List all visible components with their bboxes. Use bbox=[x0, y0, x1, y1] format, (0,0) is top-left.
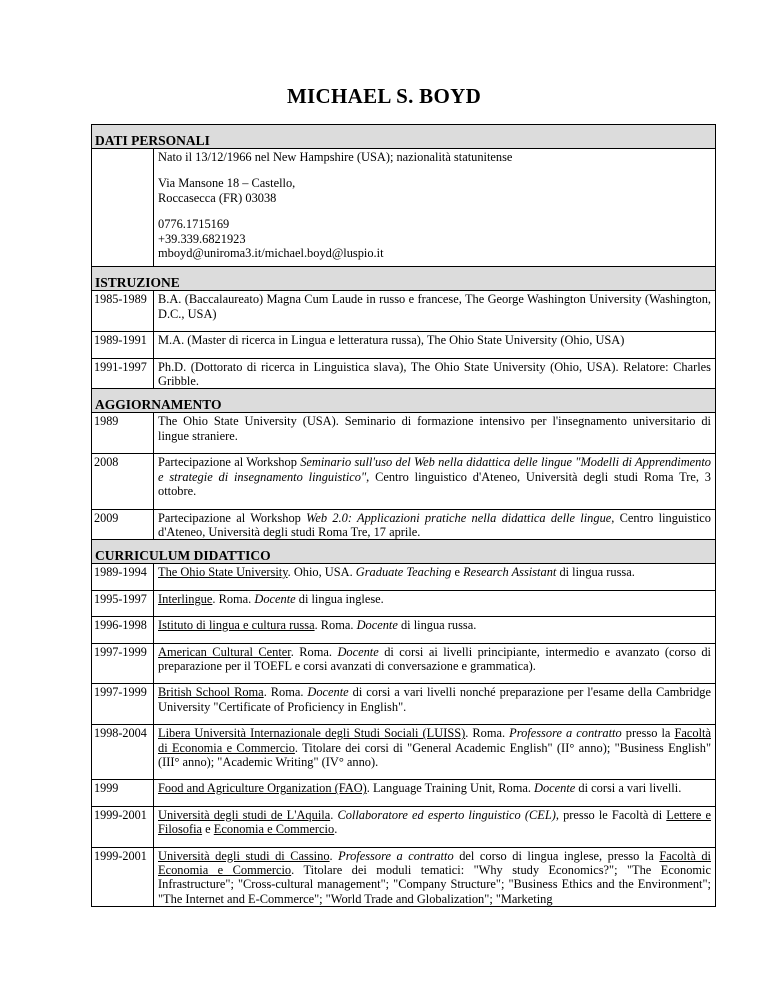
years: 1999 bbox=[92, 780, 154, 806]
table-row bbox=[92, 413, 716, 454]
entry-text: Interlingue. Roma. Docente di lingua inglese. bbox=[158, 591, 384, 606]
section-header-education bbox=[92, 267, 716, 291]
cv-table bbox=[91, 124, 716, 907]
entry-text: B.A. (Baccalaureato) Magna Cum Laude in russo e francese, The George Washington University (Washington, D.C., USA) bbox=[158, 292, 711, 321]
table-row bbox=[92, 780, 716, 806]
institution-name: Interlingue bbox=[158, 591, 213, 606]
table-row bbox=[92, 454, 716, 509]
table-row bbox=[92, 564, 716, 590]
table-row bbox=[92, 684, 716, 725]
section-header-teaching bbox=[92, 540, 716, 564]
years: 1991-1997 bbox=[92, 358, 154, 389]
section-title: ISTRUZIONE bbox=[92, 267, 716, 291]
years: 1995-1997 bbox=[92, 590, 154, 616]
entry-text: M.A. (Master di ricerca in Lingua e letteratura russa), The Ohio State University (Ohio, USA) bbox=[158, 333, 625, 348]
years: 1985-1989 bbox=[92, 291, 154, 332]
years: 1999-2001 bbox=[92, 847, 154, 907]
years: 1997-1999 bbox=[92, 643, 154, 684]
years: 1996-1998 bbox=[92, 617, 154, 643]
institution-name: The Ohio State University bbox=[158, 565, 288, 580]
institution-name: Istituto di lingua e cultura russa bbox=[158, 618, 315, 633]
table-row bbox=[92, 725, 716, 780]
entry-text: Food and Agriculture Organization (FAO). Language Training Unit, Roma. Docente di corsi a vari livelli. bbox=[158, 781, 682, 796]
institution-name: Food and Agriculture Organization (FAO) bbox=[158, 781, 367, 796]
years: 2009 bbox=[92, 509, 154, 540]
institution-name: Università degli studi de L'Aquila bbox=[158, 807, 331, 822]
years: 1999-2001 bbox=[92, 806, 154, 847]
table-row bbox=[92, 806, 716, 847]
institution-name: American Cultural Center bbox=[158, 644, 291, 659]
phone: 0776.1715169 bbox=[158, 217, 230, 232]
entry-text: British School Roma. Roma. Docente di corsi a vari livelli nonché preparazione per l'esame della Cambridge University "Certificate of Proficiency in English". bbox=[158, 685, 711, 714]
table-row bbox=[92, 590, 716, 616]
section-title: AGGIORNAMENTO bbox=[92, 389, 716, 413]
mobile-phone: +39.339.6821923 bbox=[158, 231, 246, 246]
personal-details bbox=[154, 149, 716, 267]
entry-text: Libera Università Internazionale degli Studi Sociali (LUISS). Roma. Professore a contratto presso la Facoltà di Economia e Commercio. Titolare dei corsi di "General Academic English" (II° anno); "Business English" (III° anno); "Academic Writing" (IV° anno). bbox=[158, 726, 712, 769]
entry-text: Ph.D. (Dottorato di ricerca in Linguistica slava), The Ohio State University (Ohio, USA). Relatore: Charles Gribble. bbox=[158, 359, 711, 389]
entry-text: American Cultural Center. Roma. Docente di corsi ai livelli principiante, intermedio e avanzato (corso di preparazione per il TOEFL e corsi avanzati di conversazione e grammatica). bbox=[158, 644, 711, 673]
entry-text: The Ohio State University. Ohio, USA. Graduate Teaching e Research Assistant di lingua russa. bbox=[158, 565, 635, 580]
entry-text: Partecipazione al Workshop Seminario sull'uso del Web nella didattica delle lingue "Modelli di Apprendimento e strategie di insegnamento linguistico", Centro linguistico d'Ateneo, Università degli studi Roma Tre, 3 ottobre. bbox=[158, 455, 712, 499]
contacts bbox=[158, 217, 711, 260]
entry-text: The Ohio State University (USA). Seminario di formazione intensivo per l'insegnamento universitario di lingue straniere. bbox=[158, 414, 711, 443]
years: 1998-2004 bbox=[92, 725, 154, 780]
entry-text: Istituto di lingua e cultura russa. Roma. Docente di lingua russa. bbox=[158, 618, 477, 633]
table-row bbox=[92, 332, 716, 358]
table-row bbox=[92, 358, 716, 389]
birth-info: Nato il 13/12/1966 nel New Hampshire (USA); nazionalità statunitense bbox=[158, 150, 513, 164]
entry-text: Partecipazione al Workshop Web 2.0: Applicazioni pratiche nella didattica delle lingue, Centro linguistico d'Ateneo, Università degli studi Roma Tre, 17 aprile. bbox=[158, 510, 711, 539]
email: mboyd@uniroma3.it/michael.boyd@luspio.it bbox=[158, 246, 384, 261]
address bbox=[158, 176, 711, 205]
address-line: Via Mansone 18 – Castello, bbox=[158, 176, 296, 191]
table-row bbox=[92, 847, 716, 907]
section-title: CURRICULUM DIDATTICO bbox=[92, 540, 716, 564]
page-title: MICHAEL S. BOYD bbox=[286, 84, 482, 108]
table-row bbox=[92, 643, 716, 684]
years: 1997-1999 bbox=[92, 684, 154, 725]
section-header-training bbox=[92, 389, 716, 413]
years: 1989-1994 bbox=[92, 564, 154, 590]
section-title: DATI PERSONALI bbox=[92, 125, 716, 149]
entry-text: Università degli studi de L'Aquila. Collaboratore ed esperto linguistico (CEL), presso le Facoltà di Lettere e Filosofia e Economia e Commercio. bbox=[158, 807, 711, 837]
institution-name: Libera Università Internazionale degli Studi Sociali (LUISS) bbox=[158, 726, 466, 741]
personal-row bbox=[92, 149, 716, 267]
years: 1989-1991 bbox=[92, 332, 154, 358]
institution-name: Università degli studi di Cassino bbox=[158, 848, 330, 863]
years: 1989 bbox=[92, 413, 154, 454]
table-row bbox=[92, 617, 716, 643]
years: 2008 bbox=[92, 454, 154, 509]
institution-name: British School Roma bbox=[158, 685, 264, 700]
section-header-personal bbox=[92, 125, 716, 149]
address-line: Roccasecca (FR) 03038 bbox=[158, 190, 277, 205]
table-row bbox=[92, 509, 716, 540]
entry-text: Università degli studi di Cassino. Professore a contratto del corso di lingua inglese, presso la Facoltà di Economia e Commercio. Titolare dei moduli tematici: "Why study Economics?"; "The Economic Infrastructure"; "Cross-cultural management"; "Company Structure"; "Business Ethics and the Environment"; "The Internet and E-Commerce"; "World Trade and Globalization"; "Marketing bbox=[158, 848, 711, 906]
table-row bbox=[92, 291, 716, 332]
